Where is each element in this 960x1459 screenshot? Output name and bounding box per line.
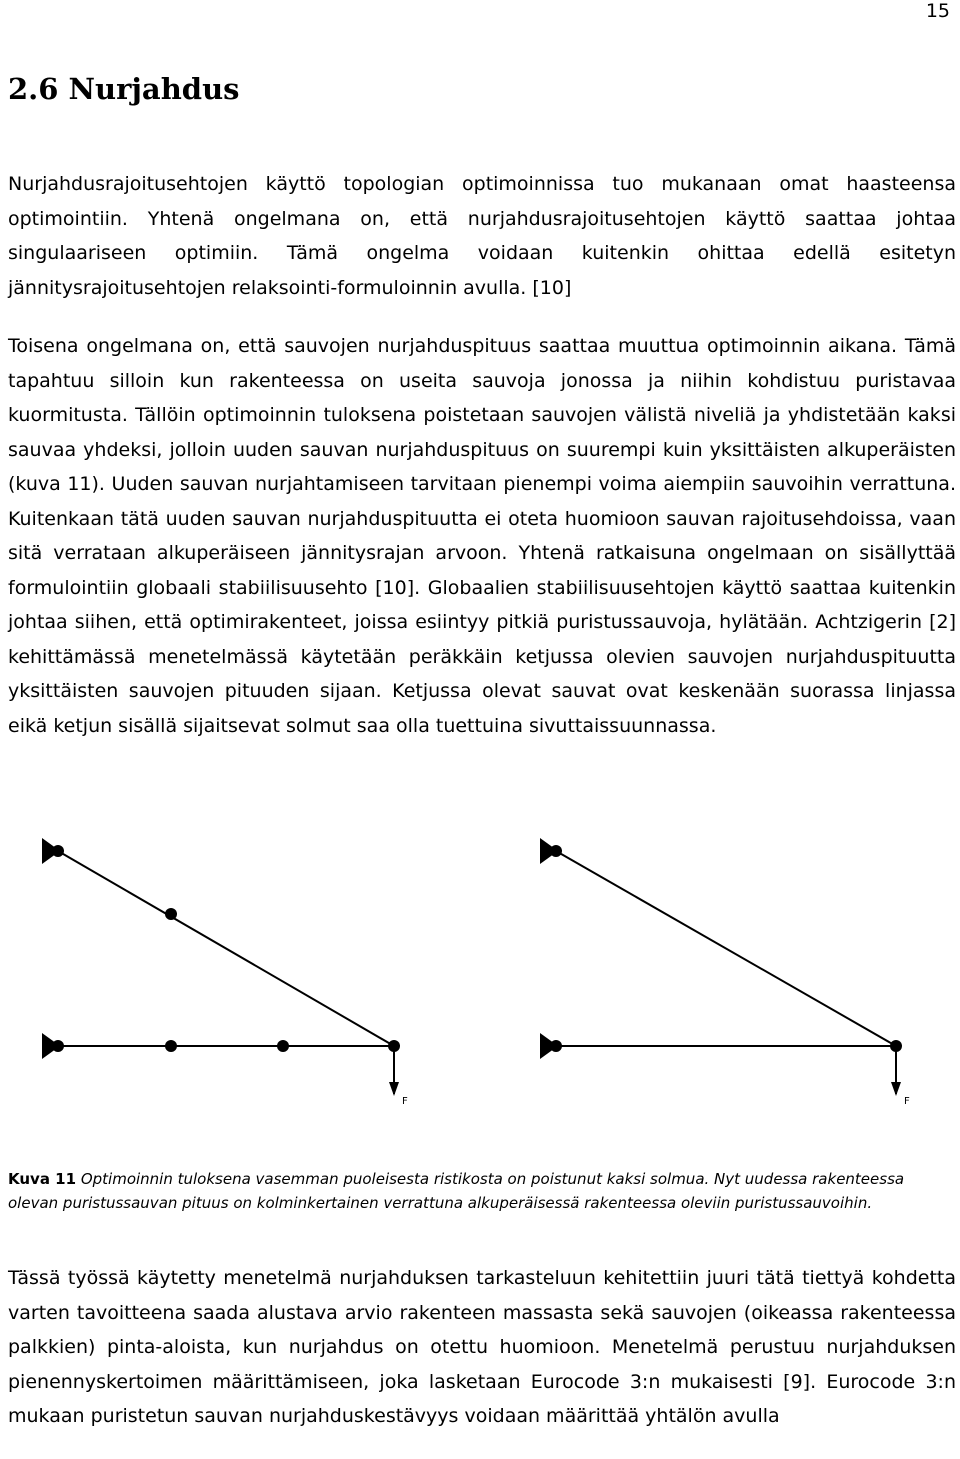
left-node-top [52,845,64,857]
left-node-bottom-mid-2 [277,1040,289,1052]
paragraph-1: Nurjahdusrajoitusehtojen käyttö topologian optimoinnissa tuo mukanaan omat haasteensa optimointiin. Yhtenä ongelmana on, että nurjahdusrajoitusehtojen käyttö saattaa johtaa singulaariseen optimiin. Tämä ongelma voidaan kuitenkin ohittaa edellä esitetyn jännitysrajoitusehtojen relaksointi-formuloinnin avulla. [10] [8,173,956,299]
right-diagonal-member [556,851,896,1046]
left-truss [42,838,408,1107]
page-number: 15 [925,0,950,22]
left-node-diagonal-mid [165,908,177,920]
left-node-bottom-mid-1 [165,1040,177,1052]
right-truss [540,838,910,1107]
paragraph-3: Tässä työssä käytetty menetelmä nurjahduksen tarkasteluun kehitettiin juuri tätä tiettyä kohdetta varten tavoitteena saada alustava arvio rakenteen massasta sekä sauvojen (oikeassa rakenteessa palkkien) pinta-aloista, kun nurjahdus on otettu huomioon. Menetelmä perustuu nurjahduksen pienennyskertoimen määrittämiseen, joka lasketaan Eurocode 3:n mukaisesti [9]. Eurocode 3:n mukaan puristetun sauvan nurjahduskestävyys voidaan määrittää yhtälön avulla [8,1267,956,1427]
left-node-bottom-start [52,1040,64,1052]
paragraph-2: Toisena ongelmana on, että sauvojen nurjahduspituus saattaa muuttua optimoinnin aikana. Tämä tapahtuu silloin kun rakenteessa on useita sauvoja jonossa ja niihin kohdistuu puristavaa kuormitusta. Tällöin optimoinnin tuloksena poistetaan sauvojen välistä niveliä ja yhdistetään kaksi sauvaa yhdeksi, jolloin uuden sauvan nurjahduspituus on suurempi kuin yksittäisten alkuperäisten (kuva 11). Uuden sauvan nurjahtamiseen tarvitaan pienempi voima aiempiin sauvoihin verrattuna. Kuitenkaan tätä uuden sauvan nurjahduspituutta ei oteta huomioon sauvan rajoitusehdoissa, vaan sitä verrataan alkuperäiseen jännitysrajan arvoon. Yhtenä ratkaisuna ongelmaan on sisällyttää formulointiin globaali stabiilisuusehto [10]. Globaalien stabiilisuusehtojen käyttö saattaa kuitenkin johtaa siihen, että optimirakenteet, joissa esiintyy pitkiä puristussauvoja, hylätään. Achtzigerin [2] kehittämässä menetelmässä käytetään peräkkäin ketjussa olevien sauvojen nurjahduspituutta yksittäisten sauvojen pituuden sijaan. Ketjussa olevat sauvat ovat keskenään suorassa linjassa eikä ketjun sisällä sijaitsevat solmut saa olla tuettuina sivuttaissuunnassa. [8,335,956,737]
caption-label: Kuva 11 [8,1170,77,1188]
figure-caption [8,1167,953,1215]
right-node-bottom-start [550,1040,562,1052]
caption-text: Optimoinnin tuloksena vasemman puoleisesta ristikosta on poistunut kaksi solmua. Nyt uudessa rakenteessa olevan puristussauvan pituus on kolminkertainen verrattuna alkuperäisessä rakenteessa oleviin puristussauvoihin. [8,1170,905,1212]
left-force-label: F [402,1096,408,1107]
right-force-label: F [904,1096,910,1107]
section-heading: 2.6 Nurjahdus [8,72,240,106]
right-node-top [550,845,562,857]
truss-figure [0,820,960,1120]
right-force-arrowhead-icon [891,1082,901,1096]
left-diagonal-member [58,851,394,1046]
left-force-arrowhead-icon [389,1082,399,1096]
